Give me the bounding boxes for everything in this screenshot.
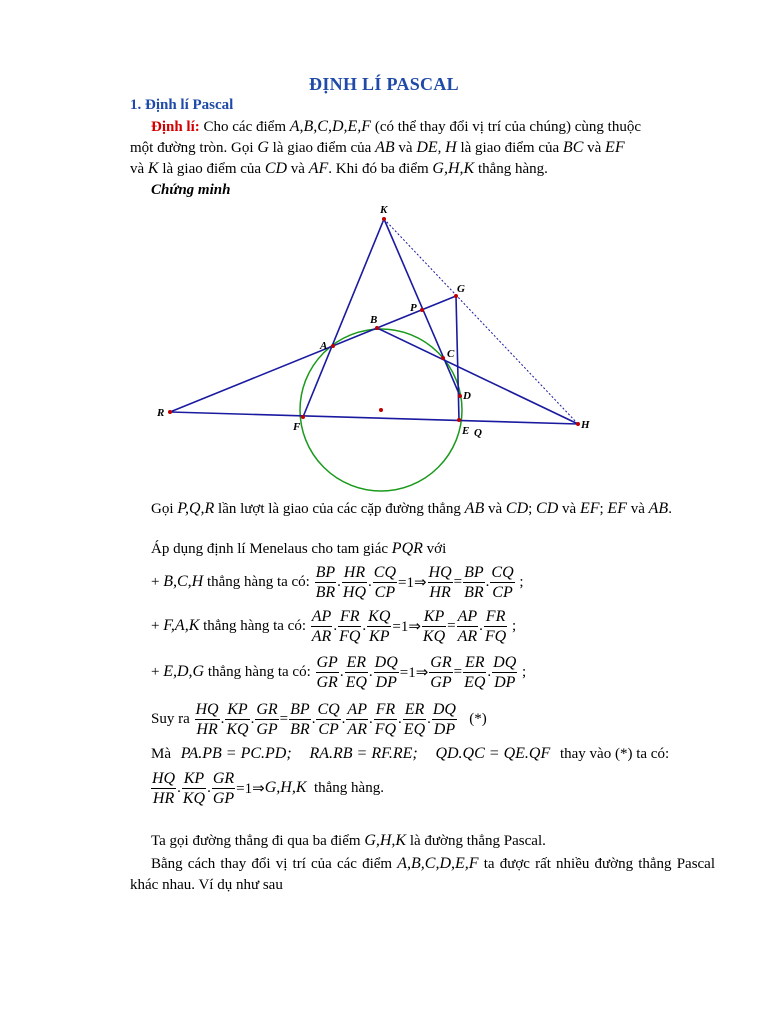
text: (có thể thay đổi vị trí của chúng) cùng thuộc bbox=[374, 119, 641, 135]
math: AB bbox=[464, 500, 485, 517]
label-Q: Q bbox=[474, 427, 482, 439]
math: AB bbox=[375, 139, 395, 156]
math: G,H,K bbox=[264, 779, 307, 796]
closing-paragraph bbox=[130, 853, 715, 896]
text: = bbox=[279, 710, 289, 727]
math: CD bbox=[264, 160, 288, 177]
circle-center bbox=[379, 408, 383, 412]
fraction: $\frac{KP}{KQ}$ bbox=[226, 700, 249, 738]
text: = bbox=[447, 617, 456, 634]
math: RA.RB = RF.RE; bbox=[309, 745, 418, 762]
label-F: F bbox=[293, 421, 301, 433]
text: và bbox=[587, 140, 602, 156]
math: K bbox=[147, 160, 159, 177]
math: EF bbox=[605, 139, 625, 156]
point-H bbox=[576, 422, 580, 426]
label-G: G bbox=[457, 283, 465, 295]
fraction: $\frac{HR}{HQ}$ bbox=[342, 563, 367, 601]
text: một đường tròn. Gọi bbox=[130, 140, 254, 156]
text: ; bbox=[519, 573, 524, 590]
point-B bbox=[375, 326, 379, 330]
fraction: $\frac{CQ}{CP}$ bbox=[491, 563, 514, 601]
text: Mà bbox=[151, 746, 171, 762]
text: Cho các điểm bbox=[203, 119, 286, 135]
math: G bbox=[257, 139, 269, 156]
fraction: $\frac{GR}{GP}$ bbox=[212, 769, 235, 807]
text: =1⇒ bbox=[236, 780, 265, 797]
math: G,H,K bbox=[364, 832, 407, 849]
fraction: $\frac{GP}{GR}$ bbox=[316, 653, 338, 691]
text: và bbox=[398, 140, 413, 156]
fraction: $\frac{GR}{GP}$ bbox=[430, 653, 452, 691]
text: thẳng hàng. bbox=[477, 161, 548, 177]
point-P bbox=[420, 308, 424, 312]
text: Áp dụng định lí Menelaus cho tam giác bbox=[151, 541, 389, 557]
line-GE bbox=[456, 296, 459, 420]
section-heading: 1. Định lí Pascal bbox=[130, 97, 234, 113]
math: QD.QC = QE.QF bbox=[435, 745, 551, 762]
point-D bbox=[458, 394, 462, 398]
point-K bbox=[382, 217, 386, 221]
math: P,Q,R bbox=[177, 500, 215, 517]
math: EF bbox=[579, 500, 600, 517]
text: và bbox=[130, 161, 145, 177]
fraction: $\frac{DQ}{DP}$ bbox=[493, 653, 517, 691]
text: thẳng hàng ta có: bbox=[203, 617, 307, 634]
text: + bbox=[151, 617, 160, 634]
math: PA.PB = PC.PD; bbox=[180, 745, 292, 762]
fraction: $\frac{KP}{KQ}$ bbox=[182, 769, 206, 807]
math: PQR bbox=[391, 540, 423, 557]
paragraph-define-pqr bbox=[130, 498, 715, 520]
fraction: $\frac{FR}{FQ}$ bbox=[374, 700, 397, 738]
text: thẳng hàng. bbox=[313, 779, 384, 796]
fraction: $\frac{BP}{BR}$ bbox=[315, 563, 336, 601]
text: ; bbox=[599, 501, 604, 517]
math: AB bbox=[648, 500, 669, 517]
text: ; bbox=[522, 663, 527, 680]
menelaus-intro bbox=[151, 540, 446, 558]
text: với bbox=[426, 541, 447, 557]
fraction: $\frac{BP}{BR}$ bbox=[290, 700, 310, 738]
text: =1⇒ bbox=[399, 664, 429, 681]
text: . bbox=[668, 501, 672, 517]
label-H: H bbox=[581, 419, 590, 431]
line-RH bbox=[170, 412, 578, 424]
text: Suy ra bbox=[151, 710, 190, 727]
fraction: $\frac{HQ}{HR}$ bbox=[195, 700, 219, 738]
line-KD bbox=[384, 219, 460, 396]
fraction: $\frac{CQ}{CP}$ bbox=[373, 563, 396, 601]
text: =1⇒ bbox=[398, 574, 427, 591]
fraction: $\frac{FR}{FQ}$ bbox=[484, 607, 507, 645]
menelaus-edg: + E,D,G thẳng hàng ta có: $\frac{GP}{GR}$ . $\frac{ER}{EQ}$ . $\frac{DQ}{DP}$ =1⇒ $\frac{GR}{GP}$ = $\frac{ER}{EQ}$ . $\frac{DQ}{DP}$ ; bbox=[151, 653, 527, 691]
fraction: $\frac{FR}{FQ}$ bbox=[339, 607, 361, 645]
math: A,B,C,D,E,F bbox=[397, 855, 479, 872]
fraction: $\frac{AP}{AR}$ bbox=[347, 700, 367, 738]
power-of-point-line bbox=[151, 745, 669, 763]
text: = bbox=[453, 573, 463, 590]
math: B,C,H bbox=[163, 573, 204, 590]
fraction: $\frac{ER}{EQ}$ bbox=[345, 653, 367, 691]
text: lần lượt là giao của các cặp đường thẳng bbox=[218, 501, 461, 517]
suy-ra-equation: Suy ra $\frac{HQ}{HR}$ . $\frac{KP}{KQ}$ . $\frac{GR}{GP}$ = $\frac{BP}{BR}$ . $\frac{CQ}{CP}$ . $\frac{AP}{AR}$ . $\frac{FR}{FQ}$ . $\frac{ER}{EQ}$ . $\frac{DQ}{DP}$ (*) bbox=[151, 700, 487, 738]
math: F,A,K bbox=[163, 617, 200, 634]
fraction: $\frac{CQ}{CP}$ bbox=[317, 700, 340, 738]
fraction: $\frac{DQ}{DP}$ bbox=[432, 700, 456, 738]
math: H bbox=[445, 139, 457, 156]
conclusion-equation: $\frac{HQ}{HR}$ . $\frac{KP}{KQ}$ . $\frac{GR}{GP}$ =1⇒ G,H,K thẳng hàng. bbox=[152, 769, 384, 807]
label-D: D bbox=[463, 390, 471, 402]
fraction: $\frac{GR}{GP}$ bbox=[256, 700, 278, 738]
math: BC bbox=[562, 139, 584, 156]
proof-label: Chứng minh bbox=[151, 182, 231, 198]
text: và bbox=[630, 501, 645, 517]
text: thẳng hàng ta có: bbox=[207, 663, 311, 680]
text: . Khi đó ba điểm bbox=[328, 161, 429, 177]
fraction: $\frac{KQ}{KP}$ bbox=[368, 607, 391, 645]
text: + bbox=[151, 663, 160, 680]
point-A bbox=[331, 344, 335, 348]
label-E: E bbox=[462, 425, 470, 437]
text: Ta gọi đường thẳng đi qua ba điểm bbox=[151, 833, 361, 849]
fraction: $\frac{AP}{AR}$ bbox=[457, 607, 478, 645]
pascal-line-definition bbox=[151, 832, 546, 850]
text: + bbox=[151, 573, 160, 590]
label-R: R bbox=[157, 407, 165, 419]
pascal-figure bbox=[0, 0, 768, 500]
theorem-label: Định lí: bbox=[151, 119, 200, 135]
text: và bbox=[290, 161, 305, 177]
text: ; bbox=[511, 617, 517, 634]
text: Gọi bbox=[151, 501, 174, 517]
page-title: ĐỊNH LÍ PASCAL bbox=[309, 74, 459, 94]
point-R bbox=[168, 410, 172, 414]
text: , bbox=[437, 140, 442, 156]
text: = bbox=[453, 663, 463, 680]
math: G,H,K bbox=[432, 160, 475, 177]
math: CD bbox=[505, 500, 529, 517]
menelaus-fak: + F,A,K thẳng hàng ta có: $\frac{AP}{AR}$ . $\frac{FR}{FQ}$ . $\frac{KQ}{KP}$ =1⇒ $\frac{KP}{KQ}$ = $\frac{AP}{AR}$ . $\frac{FR}{FQ}$ ; bbox=[151, 607, 517, 645]
fraction: $\frac{AP}{AR}$ bbox=[311, 607, 332, 645]
fraction: $\frac{ER}{EQ}$ bbox=[464, 653, 486, 691]
fraction: $\frac{DQ}{DP}$ bbox=[374, 653, 398, 691]
point-F bbox=[301, 415, 305, 419]
math: E,D,G bbox=[163, 663, 205, 680]
text: là đường thẳng Pascal. bbox=[409, 833, 546, 849]
text: là giao điểm của bbox=[272, 140, 372, 156]
fraction: $\frac{HQ}{HR}$ bbox=[428, 563, 452, 601]
text: và bbox=[487, 501, 503, 517]
label-B: B bbox=[370, 314, 378, 326]
text: Bằng cách thay đổi vị trí của các điểm bbox=[151, 856, 393, 872]
text: =1⇒ bbox=[392, 618, 421, 635]
fraction: $\frac{ER}{EQ}$ bbox=[403, 700, 426, 738]
math: CD bbox=[536, 500, 559, 517]
text: ta được rất nhiều đường thẳng Pascal khác nhau. Ví dụ như sau bbox=[130, 856, 716, 893]
point-C bbox=[441, 356, 445, 360]
label-P: P bbox=[410, 302, 417, 314]
menelaus-bch: + B,C,H thẳng hàng ta có: $\frac{BP}{BR}$ . $\frac{HR}{HQ}$ . $\frac{CQ}{CP}$ =1⇒ $\frac{HQ}{HR}$ = $\frac{BP}{BR}$ . $\frac{CQ}{CP}$ ; bbox=[151, 563, 524, 601]
text: là giao điểm của bbox=[162, 161, 262, 177]
text: thay vào (*) ta có: bbox=[559, 746, 670, 762]
pascal-line-KH bbox=[384, 219, 578, 424]
text: (*) bbox=[469, 710, 487, 727]
math: DE bbox=[416, 139, 438, 156]
label-C: C bbox=[447, 348, 455, 360]
fraction: $\frac{HQ}{HR}$ bbox=[152, 769, 176, 807]
label-A: A bbox=[320, 340, 328, 352]
point-E bbox=[457, 418, 461, 422]
math: A,B,C,D,E,F bbox=[289, 118, 372, 135]
line-BH bbox=[377, 328, 578, 424]
fraction: $\frac{BP}{BR}$ bbox=[464, 563, 484, 601]
label-K: K bbox=[380, 204, 388, 216]
math: EF bbox=[607, 500, 627, 517]
text: là giao điểm của bbox=[460, 140, 560, 156]
text: và bbox=[562, 501, 577, 517]
math: AF bbox=[308, 160, 329, 177]
text: thẳng hàng ta có: bbox=[206, 573, 310, 590]
text: ; bbox=[528, 501, 533, 517]
fraction: $\frac{KP}{KQ}$ bbox=[422, 607, 446, 645]
